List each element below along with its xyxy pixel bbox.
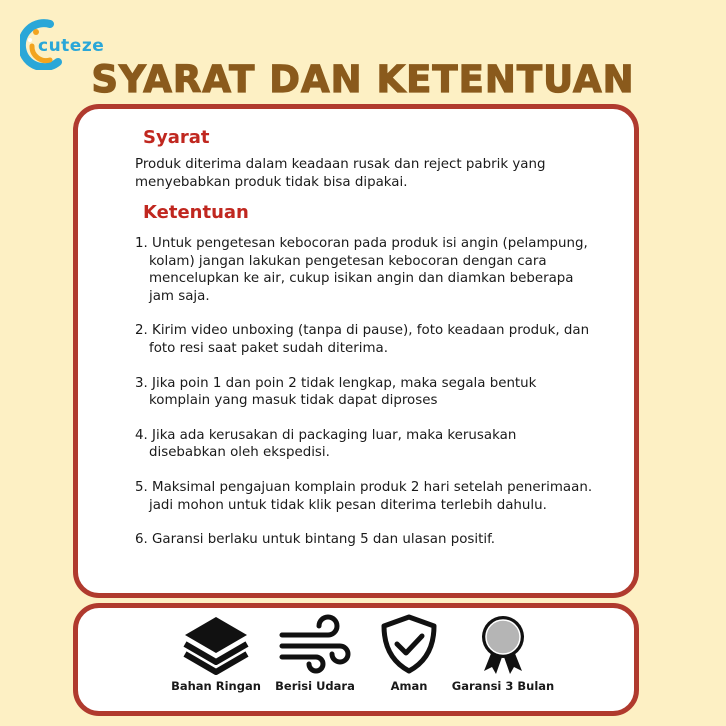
ketentuan-item-1: 1. Untuk pengetesan kebocoran pada produk isi angin (pelampung, kolam) jangan lakukan pengetesan kebocoran dengan cara mencelupkan ke air, cukup isikan angin dan diamkan beberapa jam saja.	[135, 236, 588, 304]
feature-label: Berisi Udara	[275, 679, 355, 693]
brand-name: cuteze	[38, 36, 105, 56]
award-ribbon-icon	[472, 613, 534, 675]
features-card	[73, 603, 639, 716]
ketentuan-heading: Ketentuan	[143, 202, 249, 223]
feature-label: Aman	[390, 679, 428, 693]
shield-check-icon	[378, 613, 440, 675]
ketentuan-item-4: 4. Jika ada kerusakan di packaging luar, maka kerusakan disebabkan oleh ekspedisi.	[135, 427, 517, 461]
terms-card	[73, 104, 639, 598]
feature-label: Garansi 3 Bulan	[451, 679, 555, 693]
layers-icon	[181, 613, 251, 675]
feature-label: Bahan Ringan	[171, 679, 261, 693]
ketentuan-item-5: 5. Maksimal pengajuan komplain produk 2 hari setelah penerimaan. jadi mohon untuk tidak klik pesan diterima terlebih dahulu.	[135, 479, 593, 513]
page-title: SYARAT DAN KETENTUAN	[91, 58, 635, 101]
terms-content	[135, 127, 595, 566]
ketentuan-item-6: 6. Garansi berlaku untuk bintang 5 dan ulasan positif.	[135, 532, 496, 548]
ketentuan-list	[135, 235, 595, 549]
syarat-text: Produk diterima dalam keadaan rusak dan reject pabrik yang menyebabkan produk tidak bisa dipakai.	[135, 157, 546, 190]
wind-icon	[278, 613, 352, 675]
syarat-heading: Syarat	[143, 127, 210, 148]
feature-garansi	[448, 613, 558, 693]
feature-bahan-ringan	[161, 613, 271, 693]
ketentuan-item-2: 2. Kirim video unboxing (tanpa di pause), foto keadaan produk, dan foto resi saat paket sudah diterima.	[135, 323, 590, 356]
ketentuan-item-3: 3. Jika poin 1 dan poin 2 tidak lengkap, maka segala bentuk komplain yang masuk tidak dapat diproses	[135, 375, 537, 409]
